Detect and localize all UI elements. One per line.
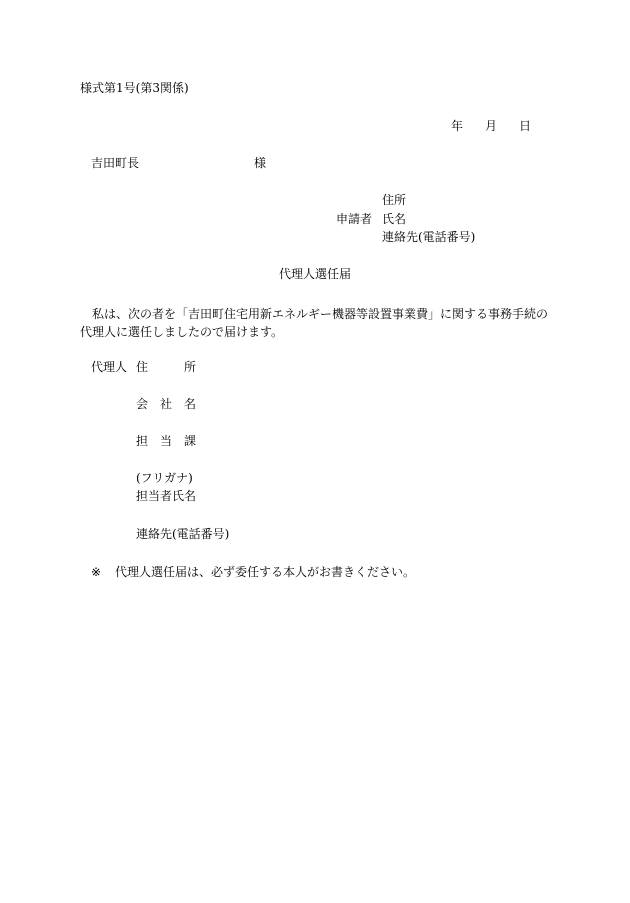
applicant-address-label: 住所: [382, 193, 407, 207]
agent-contact-label: 連絡先(電話番号): [136, 527, 230, 541]
form-number: 様式第1号(第3関係): [80, 81, 189, 95]
agent-address-label: 住 所: [136, 360, 197, 374]
addressee-honorific: 様: [254, 156, 267, 170]
agent-department-label: 担 当 課: [136, 434, 197, 448]
note-mark: ※: [91, 565, 102, 579]
addressee-name: 吉田町長: [91, 156, 140, 170]
date-line: [451, 120, 531, 132]
applicant-label: 申請者: [336, 212, 373, 226]
agent-label: 代理人: [91, 360, 128, 374]
agent-company-label: 会 社 名: [136, 397, 197, 411]
note-text: 代理人選任届は、必ず委任する本人がお書きください。: [115, 565, 416, 579]
date-year-label: 年: [451, 119, 464, 133]
date-day-label: 日: [519, 119, 532, 133]
agent-furigana-label: (フリガナ): [136, 471, 193, 485]
body-paragraph: 私は、次の者を「吉田町住宅用新エネルギー機器等設置事業費」に関する事務手続の代理人に選任しましたので届けます。: [80, 307, 549, 339]
document-title: 代理人選任届: [278, 267, 351, 281]
date-month-label: 月: [485, 119, 498, 133]
applicant-name-label: 氏名: [382, 212, 407, 226]
applicant-contact-label: 連絡先(電話番号): [382, 230, 476, 244]
agent-person-name-label: 担当者氏名: [136, 489, 197, 503]
